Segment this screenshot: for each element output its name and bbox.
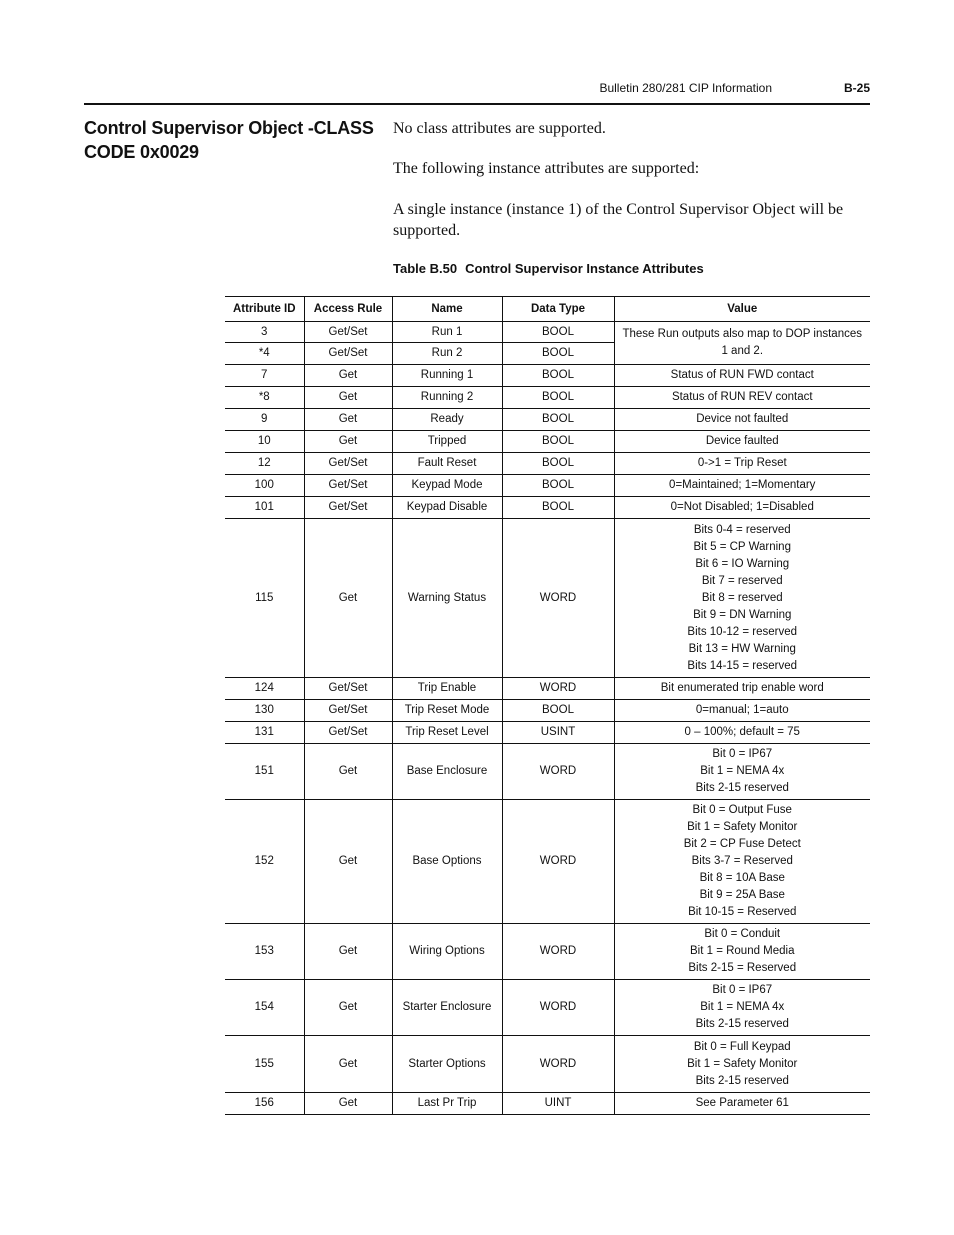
paragraph-single-instance: A single instance (instance 1) of the Control Supervisor Object will be supported. (393, 201, 844, 239)
attribute-id-cell: 12 (225, 453, 304, 475)
access-rule-cell: Get (304, 800, 392, 924)
attribute-id-cell: 156 (225, 1093, 304, 1115)
column-header: Value (614, 297, 870, 322)
attribute-id-cell: 153 (225, 924, 304, 980)
name-cell: Warning Status (392, 519, 502, 678)
value-cell (614, 475, 870, 497)
table-row (225, 800, 870, 924)
value-line: Bits 10-12 = reserved (687, 625, 798, 638)
value-line: Bit enumerated trip enable word (660, 682, 824, 694)
header-rule (84, 103, 870, 105)
table-caption-label: Table B.50 (393, 261, 458, 276)
table-row (225, 365, 870, 387)
table-row (225, 431, 870, 453)
name-cell: Running 1 (392, 365, 502, 387)
data-type-cell: WORD (502, 1036, 614, 1093)
attribute-id-cell: 131 (225, 722, 304, 744)
attribute-id-cell: 155 (225, 1036, 304, 1093)
access-rule-cell: Get (304, 1036, 392, 1093)
access-rule-cell: Get (304, 924, 392, 980)
attribute-id-cell: 10 (225, 431, 304, 453)
bulletin-title: Bulletin 280/281 CIP Information (599, 81, 772, 95)
value-cell (614, 980, 870, 1036)
table-row (225, 678, 870, 700)
name-cell: Wiring Options (392, 924, 502, 980)
data-type-cell: BOOL (502, 343, 614, 365)
data-type-cell: BOOL (502, 453, 614, 475)
table-row (225, 1093, 870, 1115)
attribute-id-cell: 3 (225, 322, 304, 343)
value-cell (614, 431, 870, 453)
value-line: Bit 9 = DN Warning (693, 608, 792, 621)
access-rule-cell: Get/Set (304, 453, 392, 475)
running-header (84, 80, 870, 98)
access-rule-cell: Get (304, 980, 392, 1036)
value-line: Bit 1 = Round Media (689, 945, 795, 957)
value-line: Bits 14-15 = reserved (687, 659, 798, 672)
value-line: Bit 1 = NEMA 4x (700, 1001, 785, 1013)
access-rule-cell: Get (304, 431, 392, 453)
value-cell (614, 722, 870, 744)
access-rule-cell: Get (304, 365, 392, 387)
data-type-cell: WORD (502, 744, 614, 800)
name-cell: Base Options (392, 800, 502, 924)
value-line: Bit 8 = reserved (701, 591, 783, 604)
value-line: Bit 1 = Safety Monitor (687, 821, 798, 833)
value-cell (614, 453, 870, 475)
access-rule-cell: Get (304, 744, 392, 800)
access-rule-cell: Get (304, 387, 392, 409)
data-type-cell: BOOL (502, 322, 614, 343)
value-line: 0 – 100%; default = 75 (684, 726, 800, 738)
value-line: Device faulted (705, 435, 779, 447)
access-rule-cell: Get/Set (304, 343, 392, 365)
access-rule-cell: Get/Set (304, 700, 392, 722)
value-line: 0=manual; 1=auto (695, 704, 789, 716)
table-row (225, 700, 870, 722)
attribute-id-cell: 124 (225, 678, 304, 700)
data-type-cell: WORD (502, 924, 614, 980)
attribute-id-cell: 100 (225, 475, 304, 497)
table-caption-title: Control Supervisor Instance Attributes (465, 261, 704, 276)
name-cell: Starter Enclosure (392, 980, 502, 1036)
access-rule-cell: Get (304, 519, 392, 678)
value-cell (614, 678, 870, 700)
value-line: Bits 2-15 reserved (695, 1018, 789, 1030)
access-rule-cell: Get/Set (304, 722, 392, 744)
table-row (225, 1036, 870, 1093)
value-line: Bits 0-4 = reserved (693, 523, 791, 536)
value-line: Status of RUN FWD contact (670, 369, 814, 381)
value-line: 0=Not Disabled; 1=Disabled (670, 501, 814, 513)
value-line: Bit 10-15 = Reserved (688, 906, 797, 918)
value-line: Bits 2-15 reserved (695, 1074, 789, 1087)
access-rule-cell: Get/Set (304, 497, 392, 519)
value-line: Device not faulted (696, 413, 789, 425)
value-cell (614, 924, 870, 980)
attribute-id-cell: 101 (225, 497, 304, 519)
value-cell (614, 322, 870, 365)
attribute-id-cell: 130 (225, 700, 304, 722)
name-cell: Keypad Mode (392, 475, 502, 497)
name-cell: Last Pr Trip (392, 1093, 502, 1115)
value-cell (614, 1093, 870, 1115)
section-heading: Control Supervisor Object -CLASS CODE 0x0029 (84, 118, 374, 162)
paragraph-no-class-attributes: No class attributes are supported. (393, 120, 606, 137)
value-line: Status of RUN REV contact (671, 391, 813, 403)
table-row (225, 744, 870, 800)
data-type-cell: WORD (502, 678, 614, 700)
table-row (225, 409, 870, 431)
attribute-id-cell: *4 (225, 343, 304, 365)
value-line: Bit 2 = CP Fuse Detect (683, 838, 801, 850)
attribute-id-cell: 154 (225, 980, 304, 1036)
access-rule-cell: Get/Set (304, 678, 392, 700)
table-caption (393, 261, 704, 276)
name-cell: Base Enclosure (392, 744, 502, 800)
value-cell (614, 409, 870, 431)
value-cell (614, 519, 870, 678)
value-line: 0->1 = Trip Reset (697, 457, 787, 469)
attribute-id-cell: 7 (225, 365, 304, 387)
data-type-cell: BOOL (502, 497, 614, 519)
value-line: Bit 9 = 25A Base (699, 889, 785, 901)
table-row (225, 322, 870, 343)
table-row (225, 475, 870, 497)
value-line: Bit 0 = IP67 (712, 984, 773, 996)
value-line: Bit 0 = Full Keypad (693, 1040, 791, 1053)
name-cell: Fault Reset (392, 453, 502, 475)
page-number: B-25 (843, 81, 870, 95)
name-cell: Starter Options (392, 1036, 502, 1093)
attribute-id-cell: 152 (225, 800, 304, 924)
value-line: Bit 8 = 10A Base (699, 872, 785, 884)
name-cell: Running 2 (392, 387, 502, 409)
value-cell (614, 700, 870, 722)
name-cell: Ready (392, 409, 502, 431)
name-cell: Run 2 (392, 343, 502, 365)
value-cell (614, 1036, 870, 1093)
name-cell: Keypad Disable (392, 497, 502, 519)
data-type-cell: WORD (502, 800, 614, 924)
table-row (225, 453, 870, 475)
table-row (225, 980, 870, 1036)
value-line: See Parameter 61 (695, 1097, 789, 1109)
column-header: Name (392, 297, 502, 322)
table-row (225, 924, 870, 980)
table-row (225, 722, 870, 744)
name-cell: Tripped (392, 431, 502, 453)
column-header: Attribute ID (225, 297, 304, 322)
data-type-cell: UINT (502, 1093, 614, 1115)
name-cell: Trip Reset Level (392, 722, 502, 744)
value-cell (614, 497, 870, 519)
attribute-id-cell: 9 (225, 409, 304, 431)
name-cell: Run 1 (392, 322, 502, 343)
value-line: Bit 0 = Conduit (704, 928, 781, 940)
table-body (225, 322, 870, 1115)
value-line: These Run outputs also map to DOP instances 1 and 2. (622, 328, 862, 357)
value-line: Bit 1 = NEMA 4x (700, 765, 785, 777)
table-row (225, 519, 870, 678)
value-line: Bits 2-15 = Reserved (688, 962, 797, 974)
value-line: Bit 5 = CP Warning (693, 540, 791, 553)
table-row (225, 387, 870, 409)
value-cell (614, 744, 870, 800)
value-cell (614, 387, 870, 409)
access-rule-cell: Get (304, 1093, 392, 1115)
access-rule-cell: Get/Set (304, 475, 392, 497)
name-cell: Trip Reset Mode (392, 700, 502, 722)
value-line: Bits 3-7 = Reserved (691, 855, 793, 867)
data-type-cell: WORD (502, 980, 614, 1036)
data-type-cell: USINT (502, 722, 614, 744)
value-line: Bit 0 = IP67 (712, 748, 773, 760)
value-line: Bit 6 = IO Warning (695, 557, 790, 570)
data-type-cell: WORD (502, 519, 614, 678)
table-row (225, 497, 870, 519)
data-type-cell: BOOL (502, 431, 614, 453)
value-line: Bit 0 = Output Fuse (692, 804, 792, 816)
value-line: Bit 13 = HW Warning (688, 642, 796, 655)
data-type-cell: BOOL (502, 387, 614, 409)
value-line: Bit 1 = Safety Monitor (687, 1057, 798, 1070)
access-rule-cell: Get/Set (304, 322, 392, 343)
column-header: Data Type (502, 297, 614, 322)
attribute-id-cell: 115 (225, 519, 304, 678)
attribute-id-cell: *8 (225, 387, 304, 409)
value-cell (614, 365, 870, 387)
data-type-cell: BOOL (502, 475, 614, 497)
name-cell: Trip Enable (392, 678, 502, 700)
data-type-cell: BOOL (502, 700, 614, 722)
data-type-cell: BOOL (502, 409, 614, 431)
paragraph-instance-attributes: The following instance attributes are supported: (393, 160, 700, 177)
value-line: 0=Maintained; 1=Momentary (669, 479, 816, 491)
access-rule-cell: Get (304, 409, 392, 431)
column-header: Access Rule (304, 297, 392, 322)
attributes-table (225, 296, 870, 1115)
attribute-id-cell: 151 (225, 744, 304, 800)
value-line: Bit 7 = reserved (701, 574, 783, 587)
value-cell (614, 800, 870, 924)
table-header-row (225, 297, 870, 322)
value-line: Bits 2-15 reserved (695, 782, 789, 794)
data-type-cell: BOOL (502, 365, 614, 387)
